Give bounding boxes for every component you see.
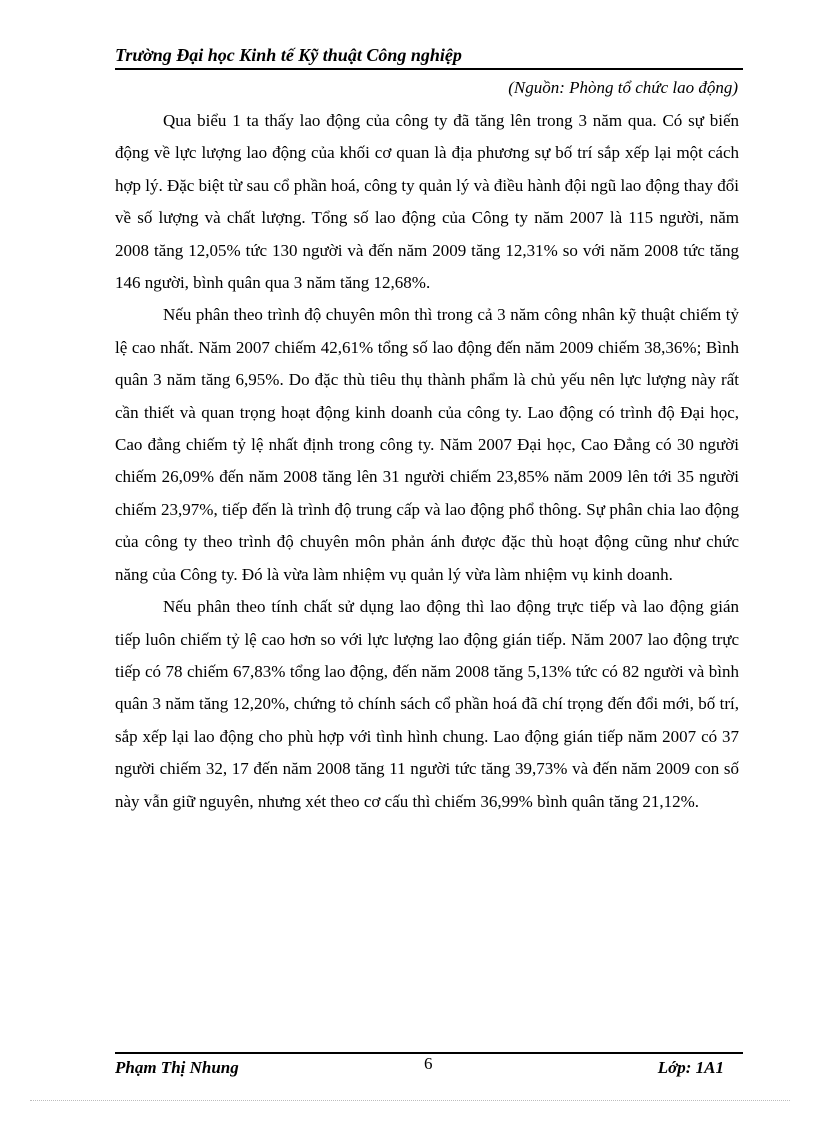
paragraph-2: Nếu phân theo trình độ chuyên môn thì trong cả 3 năm công nhân kỹ thuật chiếm tỷ lệ cao nhất. Năm 2007 chiếm 42,61% tổng số lao động đến năm 2009 chiếm 38,36%; Bình quân 3 năm tăng 6,95%. Do đặc thù tiêu thụ thành phẩm là chủ yếu nên lực lượng này rất cần thiết và quan trọng hoạt động kinh doanh của công ty. Lao động có trình độ Đại học, Cao đẳng chiếm tỷ lệ nhất định trong công ty. Năm 2007 Đại học, Cao Đẳng có 30 người chiếm 26,09% đến năm 2008 tăng lên 31 người chiếm 23,85% năm 2009 lên tới 35 người chiếm 23,97%, tiếp đến là trình độ trung cấp và lao động phổ thông. Sự phân chia lao động của công ty theo trình độ chuyên môn phản ánh được đặc thù hoạt động cũng như chức năng của Công ty. Đó là vừa làm nhiệm vụ quản lý vừa làm nhiệm vụ kinh doanh. (115, 305, 739, 584)
paragraph-3: Nếu phân theo tính chất sử dụng lao động thì lao động trực tiếp và lao động gián tiếp luôn chiếm tỷ lệ cao hơn so với lực lượng lao động gián tiếp. Năm 2007 lao động trực tiếp có 78 chiếm 67,83% tổng lao động, đến năm 2008 tăng 5,13% tức có 82 người và bình quân 3 năm tăng 12,20%, chứng tỏ chính sách cổ phần hoá đã chí trọng đến đổi mới, bố trí, sắp xếp lại lao động cho phù hợp với tình hình chung. Lao động gián tiếp năm 2007 có 37 người chiếm 32, 17 đến năm 2008 tăng 11 người tức tăng 39,73% và đến năm 2009 con số này vẫn giữ nguyên, nhưng xét theo cơ cấu thì chiếm 36,99% bình quân tăng 21,12%. (115, 597, 739, 811)
source-note: (Nguồn: Phòng tổ chức lao động) (508, 78, 738, 97)
paragraph-1: Qua biểu 1 ta thấy lao động của công ty đã tăng lên trong 3 năm qua. Có sự biến động về lực lượng lao động của khối cơ quan là địa phương sự bố trí sắp xếp lại một cách hợp lý. Đặc biệt từ sau cổ phần hoá, công ty quản lý và điều hành đội ngũ lao động thay đổi về số lượng và chất lượng. Tổng số lao động của Công ty năm 2007 là 115 người, năm 2008 tăng 12,05% tức 130 người và đến năm 2009 tăng 12,31% so với năm 2008 tức tăng 146 người, bình quân qua 3 năm tăng 12,68%. (115, 111, 739, 293)
footer-author: Phạm Thị Nhung (115, 1058, 239, 1077)
header-title: Trường Đại học Kinh tế Kỹ thuật Công nghiệp (115, 45, 462, 65)
page-number: 6 (424, 1054, 433, 1073)
page-bottom-border (30, 1100, 790, 1101)
body-text (115, 105, 739, 818)
footer-class: Lớp: 1A1 (657, 1058, 724, 1077)
page-header (115, 44, 743, 70)
